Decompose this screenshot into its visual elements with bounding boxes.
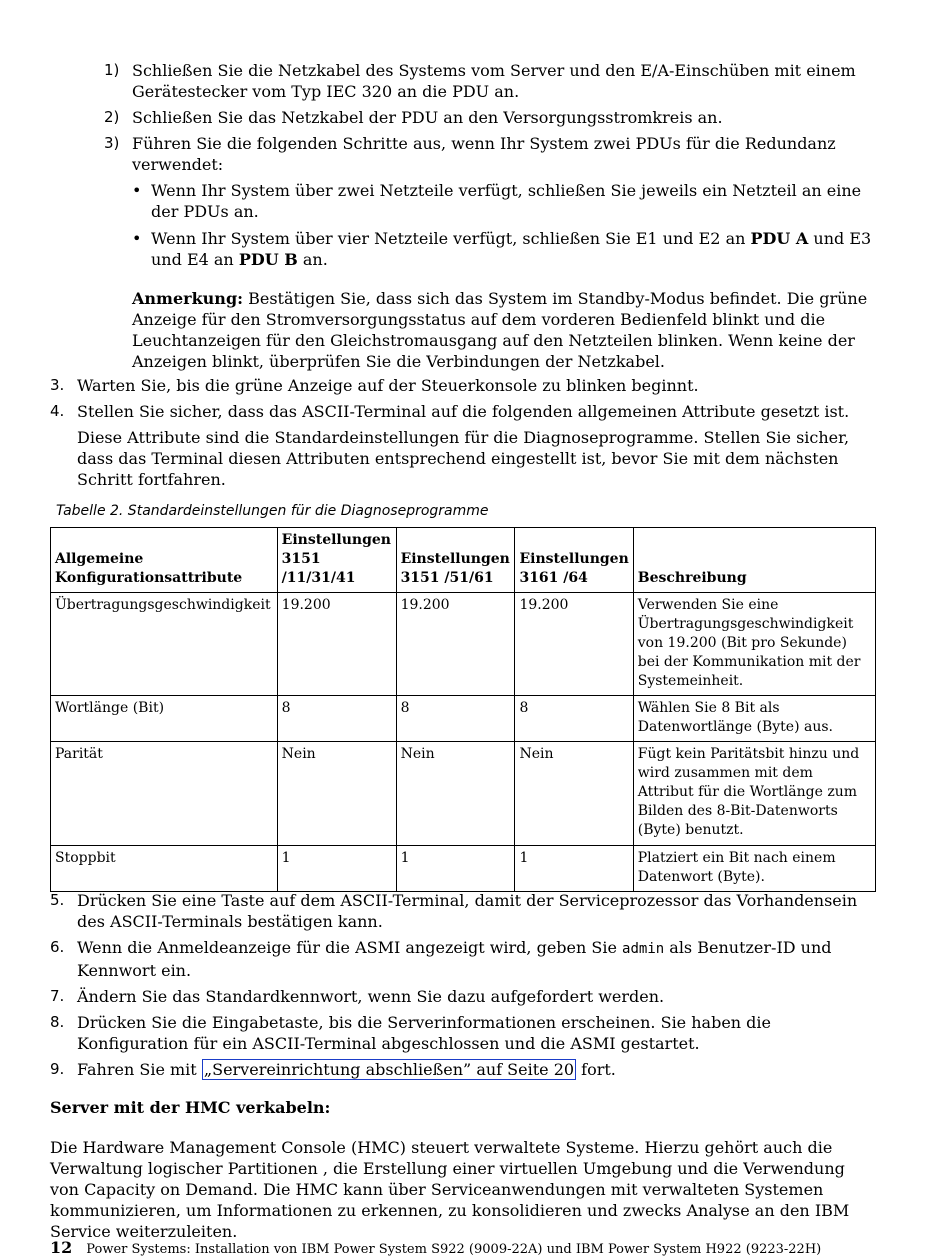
step-text-post: als Benutzer-ID und Kennwort ein. (77, 938, 832, 980)
step-item (50, 986, 875, 1007)
step-text: Stellen Sie sicher, dass das ASCII-Terminal auf die folgenden allgemeinen Attribute gesetzt ist. (77, 402, 850, 421)
step-number: 9. (50, 1060, 65, 1078)
step-text (77, 937, 875, 981)
sub-step-text: Führen Sie die folgenden Schritte aus, wenn Ihr System zwei PDUs für die Redundanz verwendet: (132, 134, 836, 174)
table-header-cell: Einstellungen 3161 /64 (515, 528, 633, 593)
table-cell: Platziert ein Bit nach einem Datenwort (Byte). (633, 846, 875, 892)
step-item (50, 890, 875, 932)
table-cell: 1 (396, 846, 515, 892)
table-cell: Nein (277, 742, 396, 846)
table-header-cell: Einstellungen 3151 /51/61 (396, 528, 515, 593)
table-row (51, 742, 876, 846)
sub-step-text: Schließen Sie das Netzkabel der PDU an den Versorgungsstromkreis an. (132, 108, 723, 127)
section-heading: Server mit der HMC verkabeln: (50, 1098, 331, 1117)
bullet-text: Wenn Ihr System über zwei Netzteile verfügt, schließen Sie jeweils ein Netzteil an eine der PDUs an. (151, 181, 862, 221)
step-text-pre: Wenn die Anmeldeanzeige für die ASMI angezeigt wird, geben Sie (77, 938, 623, 957)
table-header-cell: Beschreibung (633, 528, 875, 593)
step-item (50, 1012, 875, 1054)
step-number: 8. (50, 1013, 65, 1031)
sub-step-number: 3) (104, 134, 120, 152)
sub-step-number: 1) (104, 61, 120, 79)
table-cell: 8 (515, 696, 633, 742)
table-cell: Wortlänge (Bit) (51, 696, 278, 742)
sub-step-number: 2) (104, 108, 120, 126)
bullet-icon: • (132, 229, 142, 248)
table-cell: Parität (51, 742, 278, 846)
table-cell: 8 (277, 696, 396, 742)
step-item (50, 401, 875, 490)
step-number: 4. (50, 402, 65, 420)
table-caption: Tabelle 2. Standardeinstellungen für die Diagnoseprogramme (56, 503, 489, 519)
page-footer (50, 1237, 821, 1260)
table-cell: 19.200 (396, 593, 515, 696)
footer-text: Power Systems: Installation von IBM Power System S922 (9009-22A) und IBM Power System H922 (9223-22H) (86, 1242, 822, 1257)
table-cell: 19.200 (515, 593, 633, 696)
step-item (50, 937, 875, 981)
bullet-text-mid: und E3 und E4 an (151, 229, 872, 269)
cross-reference-link[interactable]: „Servereinrichtung abschließen” auf Seite 20 (203, 1060, 575, 1079)
table-header-row (51, 528, 876, 593)
bullet-item (132, 180, 874, 222)
sub-step (104, 133, 874, 270)
table-cell: Nein (396, 742, 515, 846)
sub-step-list (104, 60, 874, 372)
table-cell: Wählen Sie 8 Bit als Datenwortlänge (Byte) aus. (633, 696, 875, 742)
bullet-icon: • (132, 181, 142, 200)
table-cell: Verwenden Sie eine Übertragungsgeschwindigkeit von 19.200 (Bit pro Sekunde) bei der Kommunikation mit der Systemeinheit. (633, 593, 875, 696)
step-text (77, 1059, 875, 1080)
step-number: 6. (50, 938, 65, 956)
section-paragraph: Die Hardware Management Console (HMC) steuert verwaltete Systeme. Hierzu gehört auch die Verwaltung logischer Partitionen , die Erstellung einer virtuellen Umgebung und die Verwendung von Capacity on Demand. Die HMC kann über Serviceanwendungen mit verwalteten Systemen kommunizieren, um Informationen zu erkennen, zu konsolidieren und zwecks Analyse an den IBM Service weiterzuleiten. (50, 1138, 850, 1241)
table-cell: Stoppbit (51, 846, 278, 892)
note-label: Anmerkung: (132, 289, 244, 308)
table-row (51, 846, 876, 892)
table-row (51, 696, 876, 742)
step-number: 3. (50, 376, 65, 394)
bullet-text-post: an. (297, 250, 328, 269)
step-text-post: fort. (576, 1060, 616, 1079)
user-id-code: admin (622, 941, 665, 957)
step-list (50, 375, 875, 495)
bullet-list (132, 180, 874, 270)
step-number: 7. (50, 987, 65, 1005)
table-header-cell: Allgemeine Konfigurationsattribute (51, 528, 278, 593)
step-text: Ändern Sie das Standardkennwort, wenn Sie dazu aufgefordert werden. (77, 987, 665, 1006)
step-text: Warten Sie, bis die grüne Anzeige auf der Steuerkonsole zu blinken beginnt. (77, 376, 699, 395)
table-cell: 8 (396, 696, 515, 742)
table-cell: 1 (515, 846, 633, 892)
step-text: Drücken Sie eine Taste auf dem ASCII-Terminal, damit der Serviceprozessor das Vorhandensein des ASCII-Terminals bestätigen kann. (77, 891, 858, 931)
step-number: 5. (50, 891, 65, 909)
bullet-text-pre: Wenn Ihr System über vier Netzteile verfügt, schließen Sie E1 und E2 an (151, 229, 751, 248)
table-cell: 1 (277, 846, 396, 892)
pdu-b-label: PDU B (238, 250, 298, 269)
settings-table (50, 527, 876, 892)
bullet-item (132, 228, 874, 270)
step-text-pre: Fahren Sie mit (77, 1060, 202, 1079)
step-item (50, 1059, 875, 1080)
pdu-a-label: PDU A (750, 229, 809, 248)
step-item (50, 375, 875, 396)
step-text: Drücken Sie die Eingabetaste, bis die Serverinformationen erscheinen. Sie haben die Konfiguration für ein ASCII-Terminal abgeschlossen und die ASMI gestartet. (77, 1013, 772, 1053)
step-list-continued (50, 890, 875, 1085)
table-header-cell: Einstellungen 3151 /11/31/41 (277, 528, 396, 593)
sub-step-text: Schließen Sie die Netzkabel des Systems vom Server und den E/A-Einschüben mit einem Gerätestecker vom Typ IEC 320 an die PDU an. (132, 61, 856, 101)
table-cell: Nein (515, 742, 633, 846)
sub-step (104, 60, 874, 102)
table-cell: Übertragungsgeschwindigkeit (51, 593, 278, 696)
table-row (51, 593, 876, 696)
note-block (104, 288, 874, 372)
table-cell: 19.200 (277, 593, 396, 696)
page-number: 12 (50, 1238, 73, 1257)
step-extra-text: Diese Attribute sind die Standardeinstellungen für die Diagnoseprogramme. Stellen Sie sicher, dass das Terminal diesen Attributen entsprechend eingestellt ist, bevor Sie mit dem nächsten Schritt fortfahren. (77, 428, 850, 489)
note-text: Bestätigen Sie, dass sich das System im Standby-Modus befindet. Die grüne Anzeige für den Stromversorgungsstatus auf dem vorderen Bedienfeld blinkt und die Leuchtanzeigen für den Gleichstromausgang auf den Netzteilen blinken. Wenn keine der Anzeigen blinkt, überprüfen Sie die Verbindungen der Netzkabel. (132, 289, 868, 371)
table-cell: Fügt kein Paritätsbit hinzu und wird zusammen mit dem Attribut für die Wortlänge zum Bilden des 8-Bit-Datenworts (Byte) benutzt. (633, 742, 875, 846)
sub-step (104, 107, 874, 128)
